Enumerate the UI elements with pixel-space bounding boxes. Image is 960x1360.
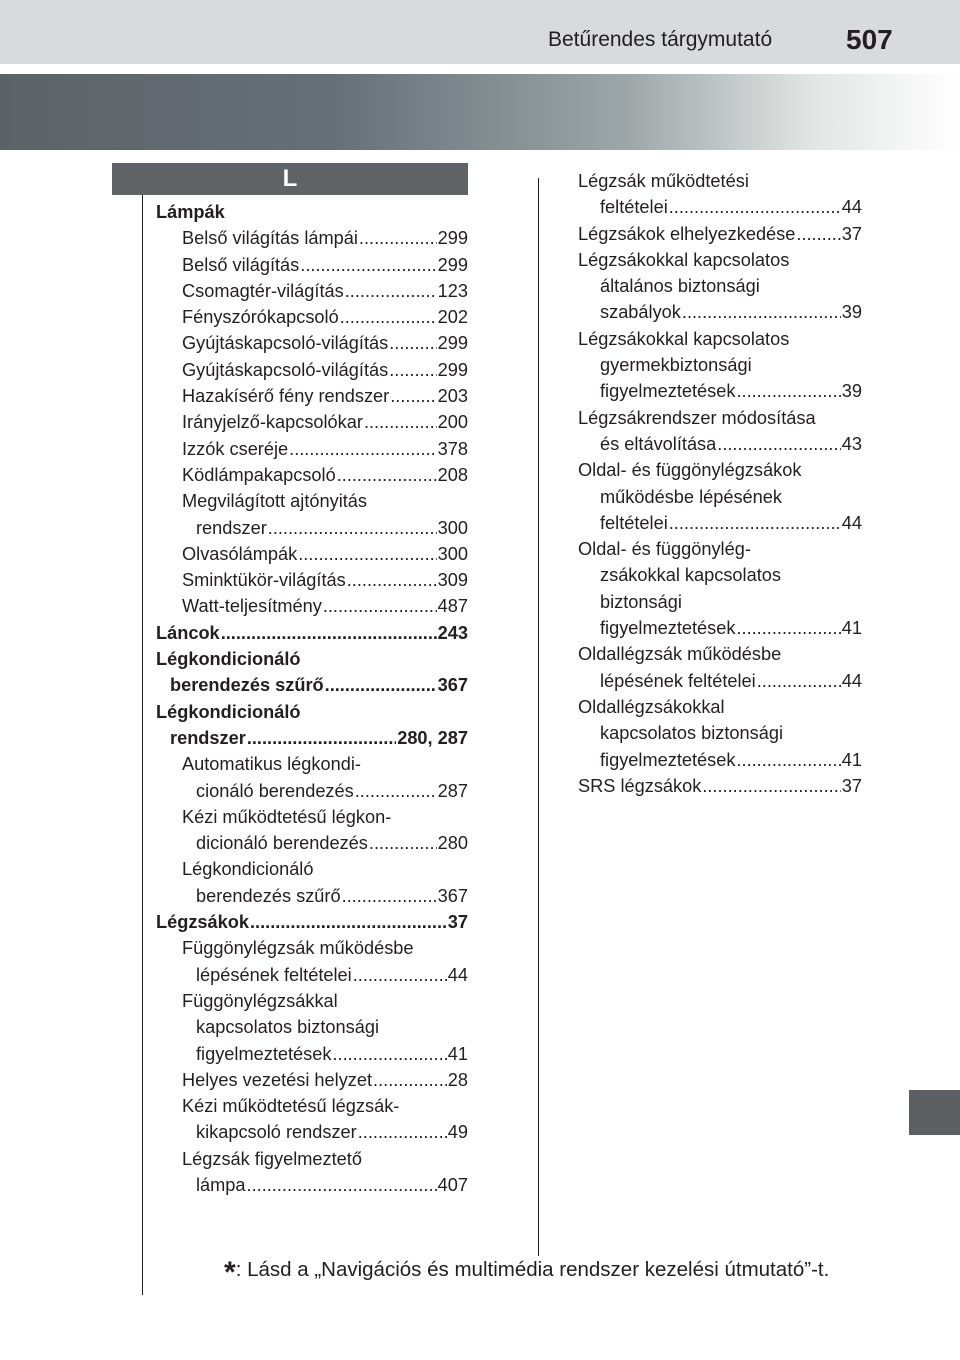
dot-leader — [717, 431, 841, 457]
dot-leader — [389, 330, 436, 356]
section-letter: L — [282, 165, 298, 192]
dot-leader — [369, 830, 437, 856]
index-entry — [578, 694, 862, 773]
dot-leader — [247, 725, 396, 751]
index-entry — [156, 436, 468, 462]
entry-term-continuation: berendezés szűrő — [170, 675, 324, 696]
entry-term-continuation: figyelmeztetések — [196, 1043, 332, 1064]
page-reference: 280 — [437, 833, 468, 854]
entry-term: Légzsákrendszer módosítása — [578, 407, 816, 428]
header-banner — [0, 74, 960, 150]
index-entry — [156, 909, 468, 935]
entry-term-continuation: gyermekbiztonsági — [600, 355, 752, 376]
entry-term: Oldallégzsákokkal — [578, 696, 725, 717]
entry-term: Légzsákok elhelyezkedése — [578, 223, 796, 244]
index-entry — [156, 593, 468, 619]
entry-term-continuation: rendszer — [170, 727, 246, 748]
entry-term: Belső világítás — [182, 254, 300, 275]
entry-term: Kézi működtetésű légkon- — [182, 806, 392, 827]
page-reference: 37 — [841, 223, 862, 244]
entry-term: Helyes vezetési helyzet — [182, 1069, 373, 1090]
index-entry — [156, 304, 468, 330]
entry-term: Légzsák figyelmeztető — [182, 1148, 362, 1169]
page-reference: 39 — [841, 302, 862, 323]
dot-leader — [373, 1067, 447, 1093]
page-number: 507 — [846, 24, 893, 55]
entry-term: Láncok — [156, 622, 220, 643]
entry-term-continuation: cionáló berendezés — [196, 780, 354, 801]
entry-term-continuation: kapcsolatos biztonsági — [600, 723, 783, 744]
entry-term: Izzók cseréje — [182, 438, 289, 459]
index-entry — [156, 409, 468, 435]
entry-term: Irányjelző-kapcsolókar — [182, 412, 363, 433]
entry-term: Sminktükör-világítás — [182, 570, 346, 591]
entry-term-continuation: rendszer — [196, 517, 267, 538]
dot-leader — [342, 883, 437, 909]
entry-term: Olvasólámpák — [182, 543, 298, 564]
dot-leader — [669, 510, 841, 536]
dot-leader — [323, 593, 437, 619]
page-reference: 299 — [437, 359, 468, 380]
entry-term: Kézi működtetésű légzsák- — [182, 1096, 400, 1117]
index-column-right — [578, 168, 862, 799]
dot-leader — [250, 909, 447, 935]
entry-term-continuation: általános biztonsági — [600, 276, 760, 297]
dot-leader — [340, 304, 437, 330]
index-entry — [156, 804, 468, 857]
entry-term-continuation: kikapcsoló rendszer — [196, 1122, 357, 1143]
index-entry — [156, 856, 468, 909]
section-letter-bar — [112, 163, 468, 195]
chapter-side-tab — [909, 1090, 960, 1135]
entry-term: Hazakísérő fény rendszer — [182, 386, 390, 407]
entry-term-continuation: szabályok — [600, 302, 681, 323]
entry-term: Légzsák működtetési — [578, 171, 749, 191]
column-divider — [538, 178, 539, 1256]
entry-term-continuation: dicionáló berendezés — [196, 833, 368, 854]
entry-term: Gyújtáskapcsoló-világítás — [182, 333, 389, 354]
page-reference: 208 — [437, 464, 468, 485]
index-entry — [578, 326, 862, 405]
index-entry — [156, 988, 468, 1067]
index-entry — [578, 457, 862, 536]
index-entry — [578, 221, 862, 247]
index-entry — [156, 751, 468, 804]
dot-leader — [221, 620, 437, 646]
index-column-left — [156, 199, 468, 1198]
entry-term: SRS légzsákok — [578, 775, 702, 796]
page-reference: 49 — [447, 1122, 468, 1143]
entry-term: Automatikus légkondi- — [182, 754, 361, 775]
dot-leader — [682, 299, 841, 325]
index-entry — [156, 330, 468, 356]
entry-term-continuation: berendezés szűrő — [196, 885, 341, 906]
entry-term-continuation: és eltávolítása — [600, 433, 717, 454]
page-reference: 202 — [437, 307, 468, 328]
entry-term-continuation: lépésének feltételei — [600, 670, 756, 691]
entry-term: Csomagtér-világítás — [182, 280, 344, 301]
entry-term-continuation: zsákokkal kapcsolatos — [600, 565, 781, 586]
page-reference: 41 — [447, 1043, 468, 1064]
entry-term: Függönylégzsákkal — [182, 990, 338, 1011]
entry-term: Ködlámpakapcsoló — [182, 464, 336, 485]
entry-term-continuation: figyelmeztetések — [600, 618, 736, 639]
entry-term-continuation: biztonsági — [600, 591, 682, 612]
entry-term: Fényszórókapcsoló — [182, 307, 339, 328]
entry-term-continuation: kapcsolatos biztonsági — [196, 1017, 379, 1038]
dot-leader — [669, 194, 841, 220]
page-reference: 309 — [437, 570, 468, 591]
dot-leader — [325, 672, 437, 698]
page-reference: 287 — [437, 780, 468, 801]
dot-leader — [796, 221, 840, 247]
entry-term: Légzsákokkal kapcsolatos — [578, 328, 790, 349]
entry-term: Légkondicionáló — [156, 701, 301, 722]
page-reference: 243 — [437, 622, 468, 643]
page-reference: 487 — [437, 596, 468, 617]
dot-leader — [347, 567, 437, 593]
footnote-asterisk: * — [224, 1256, 236, 1289]
entry-term-continuation: figyelmeztetések — [600, 749, 736, 770]
entry-term-continuation: lámpa — [196, 1174, 246, 1195]
index-entry — [156, 357, 468, 383]
entry-term-continuation: működésbe lépésének — [600, 486, 782, 507]
entry-term: Lámpák — [156, 202, 225, 222]
page-reference: 44 — [841, 670, 862, 691]
dot-leader — [300, 252, 436, 278]
dot-leader — [332, 1041, 446, 1067]
entry-term-continuation: feltételei — [600, 512, 668, 533]
dot-leader — [364, 409, 437, 435]
index-entry — [578, 405, 862, 458]
entry-term: Légkondicionáló — [182, 859, 314, 880]
entry-term: Oldal- és függönylég- — [578, 539, 751, 560]
page-reference: 300 — [437, 517, 468, 538]
index-entry — [156, 1146, 468, 1199]
index-entry — [156, 1067, 468, 1093]
index-entry — [156, 935, 468, 988]
dot-leader — [289, 436, 437, 462]
page-reference: 300 — [437, 543, 468, 564]
page-reference: 200 — [437, 412, 468, 433]
page-reference: 203 — [437, 386, 468, 407]
page-reference: 367 — [437, 885, 468, 906]
entry-term: Watt-teljesítmény — [182, 596, 322, 617]
index-entry — [156, 462, 468, 488]
index-entry — [156, 646, 468, 699]
entry-term: Oldal- és függönylégzsákok — [578, 460, 802, 481]
dot-leader — [247, 1172, 437, 1198]
page-reference: 299 — [437, 228, 468, 249]
index-entry — [156, 541, 468, 567]
dot-leader — [268, 515, 437, 541]
index-entry — [578, 536, 862, 641]
entry-term: Gyújtáskapcsoló-világítás — [182, 359, 389, 380]
page-reference: 39 — [841, 381, 862, 402]
page-reference: 299 — [437, 254, 468, 275]
page-reference: 280, 287 — [397, 727, 468, 748]
entry-term: Belső világítás lámpái — [182, 228, 358, 249]
dot-leader — [355, 778, 437, 804]
dot-leader — [298, 541, 436, 567]
index-entry — [578, 168, 862, 221]
index-entry — [156, 199, 468, 225]
page-reference: 367 — [437, 675, 468, 696]
index-entry — [156, 252, 468, 278]
left-column-rule — [142, 195, 143, 1295]
header-title: Betűrendes tárgymutató — [548, 28, 773, 51]
page-reference: 299 — [437, 333, 468, 354]
entry-term: Függönylégzsák működésbe — [182, 938, 414, 959]
index-entry — [156, 383, 468, 409]
top-header-bar — [0, 0, 960, 64]
index-entry — [156, 1093, 468, 1146]
footnote-text: : Lásd a „Navigációs és multimédia rendszer kezelési útmutató”-t. — [235, 1258, 830, 1281]
page-reference: 44 — [841, 512, 862, 533]
dot-leader — [390, 383, 436, 409]
index-entry — [156, 225, 468, 251]
entry-term: Légkondicionáló — [156, 649, 301, 670]
dot-leader — [353, 962, 447, 988]
entry-term: Légzsákok — [156, 912, 249, 933]
page-reference: 41 — [841, 618, 862, 639]
entry-term-continuation: figyelmeztetések — [600, 381, 736, 402]
dot-leader — [757, 668, 841, 694]
page-reference: 28 — [447, 1069, 468, 1090]
entry-term: Megvilágított ajtónyitás — [182, 491, 368, 512]
index-entry — [578, 641, 862, 694]
dot-leader — [389, 357, 436, 383]
page-reference: 43 — [841, 433, 862, 454]
dot-leader — [736, 747, 840, 773]
page-reference: 44 — [841, 197, 862, 218]
dot-leader — [345, 278, 437, 304]
entry-term: Légzsákokkal kapcsolatos — [578, 249, 790, 270]
index-entry — [156, 620, 468, 646]
dot-leader — [702, 773, 840, 799]
page-reference: 41 — [841, 749, 862, 770]
page-reference: 123 — [437, 280, 468, 301]
dot-leader — [359, 225, 437, 251]
page-reference: 407 — [437, 1174, 468, 1195]
entry-term-continuation: feltételei — [600, 197, 668, 218]
dot-leader — [337, 462, 437, 488]
page-reference: 37 — [447, 912, 468, 933]
dot-leader — [736, 615, 840, 641]
index-entry — [156, 699, 468, 752]
index-entry — [156, 488, 468, 541]
entry-term-continuation: lépésének feltételei — [196, 964, 352, 985]
page-reference: 37 — [841, 775, 862, 796]
dot-leader — [736, 378, 840, 404]
page-reference: 44 — [447, 964, 468, 985]
entry-term: Oldallégzsák működésbe — [578, 644, 782, 665]
index-entry — [156, 567, 468, 593]
page-reference: 378 — [437, 438, 468, 459]
index-entry — [578, 773, 862, 799]
index-entry — [156, 278, 468, 304]
dot-leader — [358, 1119, 447, 1145]
index-entry — [578, 247, 862, 326]
footnote — [224, 1256, 829, 1290]
